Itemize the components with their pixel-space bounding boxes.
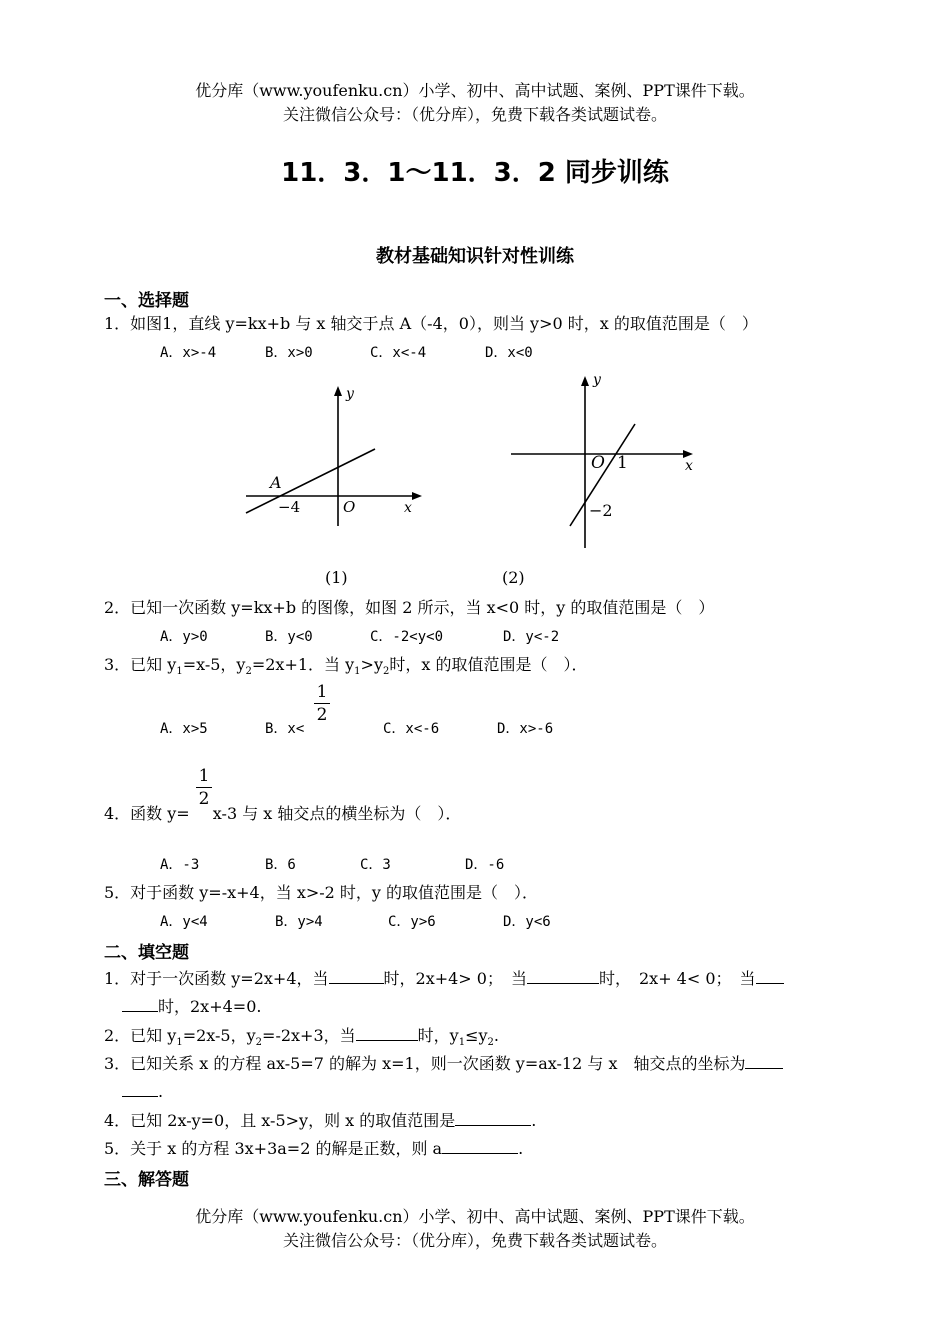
section-heading-fill: 二、填空题: [104, 943, 189, 963]
q1-2-option-c: C．-2<y<0: [370, 629, 444, 645]
blank-2-5[interactable]: [442, 1137, 518, 1154]
figure-1-caption: (1): [325, 568, 348, 587]
question-2-1-cont: 时，2x+4=0.: [122, 995, 261, 1018]
q1-5-option-b: B．y>4: [275, 914, 323, 930]
q1-4-option-c: C．3: [360, 857, 391, 873]
q1-2-option-a: A．y>0: [160, 629, 208, 645]
fig1-point-a-label: A: [270, 473, 282, 492]
question-2-5: 5．关于 x 的方程 3x+3a=2 的解是正数，则 a .: [104, 1139, 524, 1158]
blank-2-2[interactable]: [356, 1024, 418, 1041]
fig1-x-axis-arrow: [412, 492, 422, 500]
question-2-3-cont: .: [122, 1080, 163, 1103]
fig2-y-axis-arrow: [581, 376, 589, 386]
question-2-4: 4．已知 2x-y=0，且 x-5>y，则 x 的取值范围是 .: [104, 1111, 537, 1130]
fig1-origin-label: O: [343, 498, 356, 516]
fig2-origin-label: O: [591, 453, 605, 473]
section-heading-choice: 一、选择题: [104, 291, 189, 311]
fig1-y-label: y: [346, 386, 354, 402]
fig2-x-label: x: [685, 458, 693, 474]
question-1-2: 2．已知一次函数 y=kx+b 的图像，如图 2 所示，当 x<0 时，y 的取值范围是（ ）: [104, 598, 715, 617]
question-2-1: 1．对于一次函数 y=2x+4，当 时，2x+4> 0； 当 时， 2x+ 4< 0； 当: [104, 967, 784, 990]
question-2-2: 2．已知 $y_1=2x-5$，$y_2=-2x+3$，当 时，$y_1\le y_2$.: [104, 1026, 499, 1049]
question-1-3: 3．已知 $y_1=x-5$，$y_2=2x+1$．当 $y_1>y_2$时，x 的取值范围是（ ）．: [104, 655, 588, 678]
question-1-1: 1．如图1，直线 y=kx+b 与 x 轴交于点 A（-4，0），则当 y>0 时，x 的取值范围是（ ）: [104, 314, 758, 333]
section-heading-answer: 三、解答题: [104, 1170, 189, 1190]
blank-2-1-b[interactable]: [527, 967, 599, 984]
fig2-tick-minus-2: −2: [589, 501, 613, 520]
q1-5-option-a: A．y<4: [160, 914, 208, 930]
q1-3-option-c: C．x<-6: [383, 721, 440, 737]
fig1-y-axis-arrow: [334, 386, 342, 396]
fig1-line: [246, 449, 375, 513]
q1-1-option-c: C．x<-4: [370, 345, 427, 361]
figure-2-graph: [505, 368, 705, 553]
fig2-tick-1: 1: [617, 453, 628, 473]
q1-2-option-d: D．y<-2: [503, 629, 560, 645]
footer-line-1: 优分库（www.youfenku.cn）小学、初中、高中试题、案例、PPT课件下载。: [195, 1207, 755, 1226]
q1-5-option-c: C．y>6: [388, 914, 436, 930]
blank-2-3-cont[interactable]: [122, 1080, 158, 1097]
q1-3-option-d: D．x>-6: [497, 721, 554, 737]
question-1-4: 4．函数 y= x-3 与 x 轴交点的横坐标为（ ）．: [104, 804, 462, 823]
q1-3-option-a: A．x>5: [160, 721, 208, 737]
q1-1-option-a: A．x>-4: [160, 345, 217, 361]
q1-4-option-b: B．6: [265, 857, 296, 873]
q1-3-option-b: B．x<: [265, 721, 305, 737]
question-1-5: 5．对于函数 y=-x+4，当 x>-2 时，y 的取值范围是（ ）．: [104, 883, 539, 902]
page-title: 11．3．1～11．3．2 同步训练: [281, 158, 669, 188]
figure-2-caption: (2): [502, 568, 525, 587]
question-2-3: 3．已知关系 x 的方程 ax-5=7 的解为 x=1，则一次函数 y=ax-12 与 x 轴交点的坐标为: [104, 1052, 783, 1075]
q1-5-option-d: D．y<6: [503, 914, 551, 930]
figure-1-graph: [240, 380, 430, 530]
q1-4-fraction: 1 2: [196, 766, 212, 809]
q1-3-fraction: 1 2: [314, 682, 330, 725]
q1-1-option-d: D．x<0: [485, 345, 533, 361]
page-subtitle: 教材基础知识针对性训练: [376, 246, 574, 267]
q1-4-option-a: A．-3: [160, 857, 200, 873]
fig2-y-label: y: [593, 372, 601, 388]
blank-2-1-c-cont[interactable]: [122, 995, 158, 1012]
fig1-x-label: x: [404, 500, 412, 516]
q1-1-option-b: B．x>0: [265, 345, 313, 361]
blank-2-3[interactable]: [745, 1052, 783, 1069]
q1-4-option-d: D．-6: [465, 857, 505, 873]
blank-2-1-c[interactable]: [756, 967, 784, 984]
blank-2-4[interactable]: [455, 1109, 531, 1126]
q1-2-option-b: B．y<0: [265, 629, 313, 645]
fig1-tick-minus-4: −4: [278, 498, 301, 516]
footer-line-2: 关注微信公众号：（优分库），免费下载各类试题试卷。: [282, 1231, 667, 1250]
blank-2-1-a[interactable]: [329, 967, 384, 984]
header-line-2: 关注微信公众号：（优分库），免费下载各类试题试卷。: [282, 105, 667, 124]
header-line-1: 优分库（www.youfenku.cn）小学、初中、高中试题、案例、PPT课件下载。: [195, 81, 755, 100]
fig2-x-axis-arrow: [683, 450, 693, 458]
